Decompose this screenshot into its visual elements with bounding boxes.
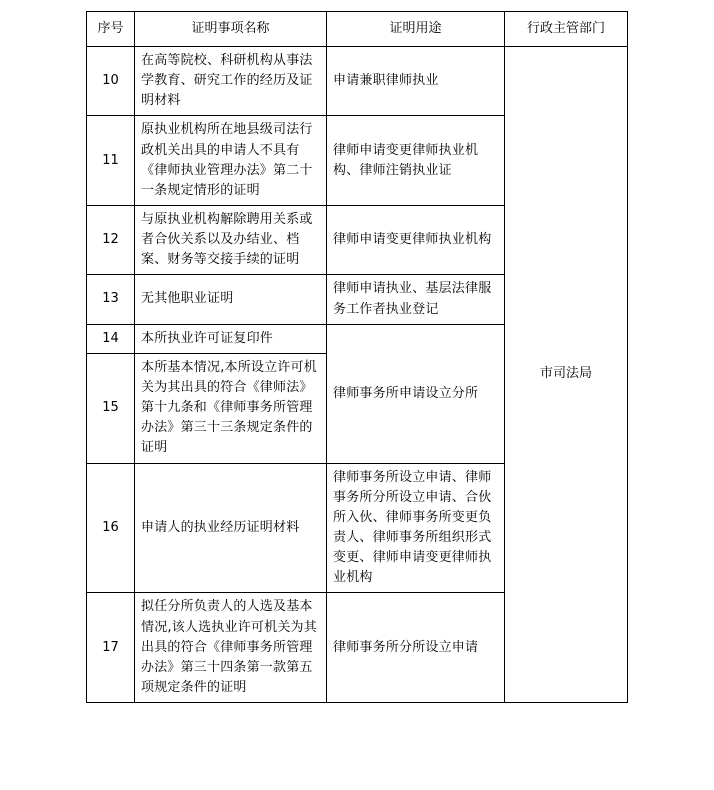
cell-matter-name: 本所执业许可证复印件 (135, 324, 327, 353)
column-header-purpose: 证明用途 (327, 12, 505, 47)
cell-serial-number: 15 (87, 353, 135, 463)
column-header-matter-name: 证明事项名称 (135, 12, 327, 47)
column-header-serial-number: 序号 (87, 12, 135, 47)
cell-serial-number: 11 (87, 116, 135, 206)
table-body (87, 47, 628, 703)
cell-matter-name: 申请人的执业经历证明材料 (135, 463, 327, 593)
cell-authority: 市司法局 (505, 47, 628, 703)
cell-serial-number: 12 (87, 205, 135, 274)
cell-serial-number: 10 (87, 47, 135, 116)
cell-purpose: 律师事务所分所设立申请 (327, 593, 505, 703)
cell-matter-name: 拟任分所负责人的人选及基本情况,该人选执业许可机关为其出具的符合《律师事务所管理办法》第三十四条第一款第五项规定条件的证明 (135, 593, 327, 703)
certification-table-container (86, 11, 627, 703)
table-row (87, 47, 628, 116)
cell-serial-number: 16 (87, 463, 135, 593)
cell-serial-number: 13 (87, 275, 135, 324)
cell-serial-number: 14 (87, 324, 135, 353)
table-header (87, 12, 628, 47)
cell-matter-name: 本所基本情况,本所设立许可机关为其出具的符合《律师法》第十九条和《律师事务所管理办法》第三十三条规定条件的证明 (135, 353, 327, 463)
cell-matter-name: 原执业机构所在地县级司法行政机关出具的申请人不具有《律师执业管理办法》第二十一条规定情形的证明 (135, 116, 327, 206)
cell-purpose: 申请兼职律师执业 (327, 47, 505, 116)
cell-matter-name: 与原执业机构解除聘用关系或者合伙关系以及办结业、档案、财务等交接手续的证明 (135, 205, 327, 274)
cell-matter-name: 在高等院校、科研机构从事法学教育、研究工作的经历及证明材料 (135, 47, 327, 116)
cell-purpose: 律师申请执业、基层法律服务工作者执业登记 (327, 275, 505, 324)
certification-matters-table (86, 11, 628, 703)
cell-serial-number: 17 (87, 593, 135, 703)
cell-purpose: 律师申请变更律师执业机构 (327, 205, 505, 274)
table-header-row (87, 12, 628, 47)
cell-purpose: 律师申请变更律师执业机构、律师注销执业证 (327, 116, 505, 206)
cell-purpose: 律师事务所设立申请、律师事务所分所设立申请、合伙所入伙、律师事务所变更负责人、律师事务所组织形式变更、律师申请变更律师执业机构 (327, 463, 505, 593)
cell-matter-name: 无其他职业证明 (135, 275, 327, 324)
column-header-authority: 行政主管部门 (505, 12, 628, 47)
cell-purpose: 律师事务所申请设立分所 (327, 324, 505, 463)
